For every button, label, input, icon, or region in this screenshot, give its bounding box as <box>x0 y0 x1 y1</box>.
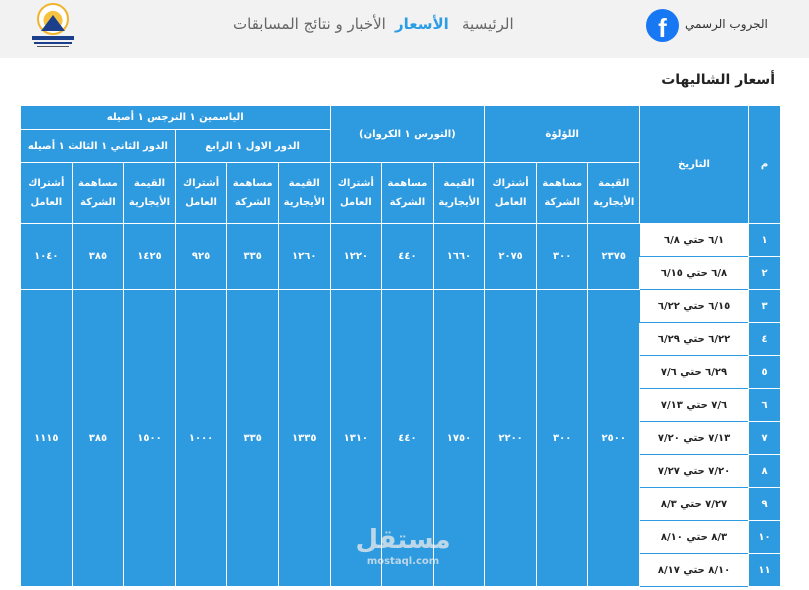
row-date: ٧/٦ حتي ٧/١٣ <box>640 389 749 422</box>
prices-table <box>20 105 781 587</box>
watermark-sub: mostaql.com <box>366 556 440 567</box>
second-third-company: ٣٨٥ <box>72 290 124 587</box>
first-fourth-rent: ١٢٦٠ <box>278 224 330 290</box>
logo-pyramid-icon <box>41 15 65 31</box>
row-num: ٨ <box>749 455 781 488</box>
row-date: ٦/٢٢ حتي ٦/٢٩ <box>640 323 749 356</box>
sub-header-company: مساهمة الشركة <box>382 163 434 224</box>
sub-header-worker: أشتراك العامل <box>485 163 537 224</box>
torus-company: ٤٤٠ <box>382 224 434 290</box>
row-num: ١٠ <box>749 521 781 554</box>
watermark-text: مستقل <box>355 525 451 555</box>
nav-prices[interactable]: الأسعار <box>395 15 449 33</box>
row-date: ٦/٢٩ حتي ٧/٦ <box>640 356 749 389</box>
torus-company: ٤٤٠ <box>382 290 434 587</box>
first-fourth-company: ٣٣٥ <box>227 224 279 290</box>
col-header-num: م <box>749 106 781 224</box>
pearl-worker: ٢٢٠٠ <box>485 290 537 587</box>
row-num: ٤ <box>749 323 781 356</box>
sub-header-company: مساهمة الشركة <box>227 163 279 224</box>
second-third-company: ٣٨٥ <box>72 224 124 290</box>
logo-bar <box>37 46 69 47</box>
sub-header-rent: القيمة الأيجارية <box>124 163 176 224</box>
second-third-rent: ١٥٠٠ <box>124 290 176 587</box>
row-num: ٦ <box>749 389 781 422</box>
row-date: ٧/٢٠ حتي ٧/٢٧ <box>640 455 749 488</box>
pearl-rent: ٢٥٠٠ <box>588 290 640 587</box>
torus-rent: ١٦٦٠ <box>433 224 485 290</box>
second-third-worker: ١١١٥ <box>21 290 73 587</box>
subgroup-header-second-third: الدور الثاني ١ الثالث ١ أصيله <box>21 130 176 163</box>
subgroup-header-first-fourth: الدور الاول ١ الرابع <box>175 130 330 163</box>
first-fourth-worker: ١٠٠٠ <box>175 290 227 587</box>
row-num: ٢ <box>749 257 781 290</box>
pearl-rent: ٢٣٧٥ <box>588 224 640 290</box>
sub-header-rent: القيمة الأيجارية <box>278 163 330 224</box>
sub-header-worker: أشتراك العامل <box>175 163 227 224</box>
torus-worker: ١٣١٠ <box>330 290 382 587</box>
first-fourth-company: ٣٣٥ <box>227 290 279 587</box>
row-num: ١ <box>749 224 781 257</box>
sub-header-rent: القيمة الأيجارية <box>588 163 640 224</box>
row-date: ٦/٨ حتي ٦/١٥ <box>640 257 749 290</box>
second-third-rent: ١٤٢٥ <box>124 224 176 290</box>
row-num: ٧ <box>749 422 781 455</box>
row-num: ١١ <box>749 554 781 587</box>
logo-bar <box>32 36 74 40</box>
sub-header-rent: القيمة الأيجارية <box>433 163 485 224</box>
facebook-group-label[interactable]: الجروب الرسمي <box>685 17 768 31</box>
row-date: ٨/١٠ حتي ٨/١٧ <box>640 554 749 587</box>
sub-header-worker: أشتراك العامل <box>330 163 382 224</box>
logo-bar <box>34 42 72 44</box>
col-header-date: التاريخ <box>640 106 749 224</box>
pearl-company: ٣٠٠ <box>536 290 588 587</box>
row-num: ٣ <box>749 290 781 323</box>
pearl-worker: ٢٠٧٥ <box>485 224 537 290</box>
row-date: ٧/٢٧ حتي ٨/٣ <box>640 488 749 521</box>
facebook-icon[interactable]: f <box>646 9 679 42</box>
site-header <box>0 0 809 58</box>
row-date: ٦/١ حتي ٦/٨ <box>640 224 749 257</box>
sub-header-worker: أشتراك العامل <box>21 163 73 224</box>
nav-home[interactable]: الرئيسية <box>462 15 514 33</box>
pearl-company: ٣٠٠ <box>536 224 588 290</box>
group-header-pearl: اللؤلؤة <box>485 106 640 163</box>
company-logo[interactable] <box>28 3 78 53</box>
torus-worker: ١٢٢٠ <box>330 224 382 290</box>
sub-header-company: مساهمة الشركة <box>536 163 588 224</box>
row-num: ٥ <box>749 356 781 389</box>
second-third-worker: ١٠٤٠ <box>21 224 73 290</box>
group-header-jasmine: الياسمين ١ النرجس ١ أصيله <box>21 106 331 130</box>
nav-news[interactable]: الأخبار و نتائج المسابقات <box>233 15 386 33</box>
row-date: ٨/٣ حتي ٨/١٠ <box>640 521 749 554</box>
sub-header-company: مساهمة الشركة <box>72 163 124 224</box>
first-fourth-rent: ١٣٣٥ <box>278 290 330 587</box>
table-row <box>21 290 781 323</box>
group-header-torus: (التورس ١ الكروان) <box>330 106 485 163</box>
first-fourth-worker: ٩٢٥ <box>175 224 227 290</box>
page-title: أسعار الشاليهات <box>661 72 775 88</box>
table-row <box>21 224 781 257</box>
row-date: ٦/١٥ حتي ٦/٢٢ <box>640 290 749 323</box>
row-num: ٩ <box>749 488 781 521</box>
torus-rent: ١٧٥٠ <box>433 290 485 587</box>
row-date: ٧/١٣ حتي ٧/٢٠ <box>640 422 749 455</box>
